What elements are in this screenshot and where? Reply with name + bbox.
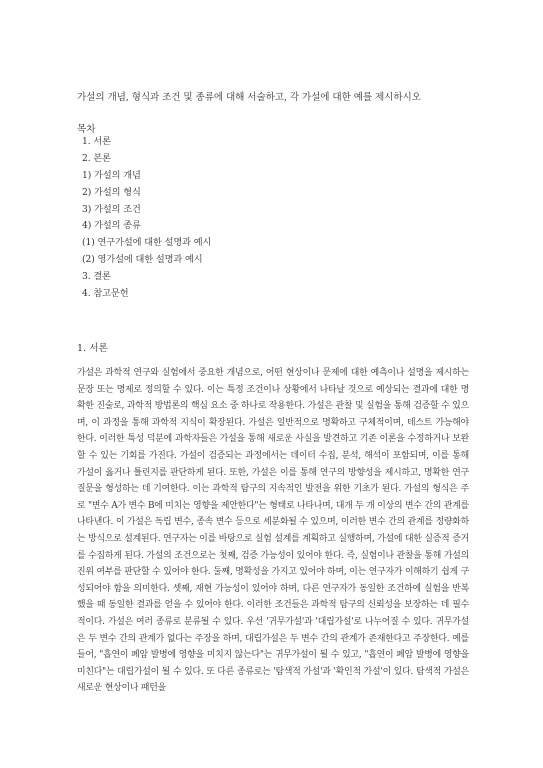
toc-item: 1. 서론 <box>82 136 111 147</box>
toc-item: 2. 본론 <box>82 152 111 164</box>
table-of-contents <box>82 134 211 303</box>
toc-item: 4. 참고문헌 <box>82 288 129 300</box>
toc-item: (2) 영가설에 대한 설명과 예시 <box>82 254 203 266</box>
body-paragraph: 가설은 과학적 연구와 실험에서 중요한 개념으로, 어떤 현상이나 문제에 대한 예측이나 설명을 제시하는 문장 또는 명제로 정의할 수 있다. 이는 특정 조건이나 상황에서 나타날 것으로 예상되는 결과에 대한 명확한 진술로, 과학적 방법론의 핵심 요소 중 하나로 작용한다. 가설은 관찰 및 실험을 통해 검증할 수 있으며, 이 과정을 통해 과학적 지식이 확장된다. 가설은 일반적으로 명확하고 구체적이며, 테스트 가능해야 한다. 이러한 특성 덕분에 과학자들은 가설을 통해 새로운 사실을 발견하고 기존 이론을 수정하거나 보완할 수 있는 기회를 가진다. 가설이 검증되는 과정에서는 데이터 수집, 분석, 해석이 포함되며, 이를 통해 가설이 옳거나 틀린지를 판단하게 된다. 또한, 가설은 이를 통해 연구의 방향성을 제시하고, 명확한 연구 질문을 형성하는 데 기여한다. 이는 과학적 탐구의 지속적인 발전을 위한 기초가 된다. 가설의 형식은 주로 "변수 A가 변수 B에 미치는 영향을 제안한다"는 형태로 나타나며, 대개 두 개 이상의 변수 간의 관계를 나타낸다. 이 가설은 독립 변수, 종속 변수 등으로 세분화될 수 있으며, 이러한 변수 간의 관계를 정량화하는 방식으로 설계된다. 연구자는 이를 바탕으로 실험 설계를 계획하고 실행하며, 가설에 대한 실증적 증거를 수집하게 된다. 가설의 조건으로는 첫째, 검증 가능성이 있어야 한다. 즉, 실험이나 관찰을 통해 가설의 진위 여부를 판단할 수 있어야 한다. 둘째, 명확성을 가지고 있어야 하며, 이는 연구자가 이해하기 쉽게 구성되어야 함을 의미한다. 셋째, 재현 가능성이 있어야 하며, 다른 연구자가 동일한 조건하에 실험을 반복했을 때 동일한 결과를 얻을 수 있어야 한다. 이러한 조건들은 과학적 탐구의 신뢰성을 보장하는 데 필수적이다. 가설은 여러 종류로 분류될 수 있다. 우선 '귀무가설'과 '대립가설'로 나누어질 수 있다. 귀무가설은 두 변수 간의 관계가 없다는 주장을 하며, 대립가설은 두 변수 간의 관계가 존재한다고 주장한다. 예를 들어, "흡연이 폐암 발병에 영향을 미치지 않는다"는 귀무가설이 될 수 있고, "흡연이 폐암 발병에 영향을 미친다"는 대립가설이 될 수 있다. 또 다른 종류로는 '탐색적 가설'과 '확인적 가설'이 있다. 탐색적 가설은 새로운 현상이나 패턴을 <box>77 368 469 694</box>
toc-item: 3. 결론 <box>82 271 111 283</box>
document-title: 가설의 개념, 형식과 조건 및 종류에 대해 서술하고, 각 가설에 대한 예를 제시하시오 <box>77 92 421 103</box>
toc-heading: 목차 <box>77 124 96 135</box>
toc-item: 4) 가설의 종류 <box>82 220 141 232</box>
toc-item: 1) 가설의 개념 <box>82 169 141 181</box>
toc-item: 3) 가설의 조건 <box>82 203 141 215</box>
section-heading: 1. 서론 <box>77 343 108 354</box>
toc-item: 2) 가설의 형식 <box>82 186 141 198</box>
toc-item: (1) 연구가설에 대한 설명과 예시 <box>82 237 212 249</box>
